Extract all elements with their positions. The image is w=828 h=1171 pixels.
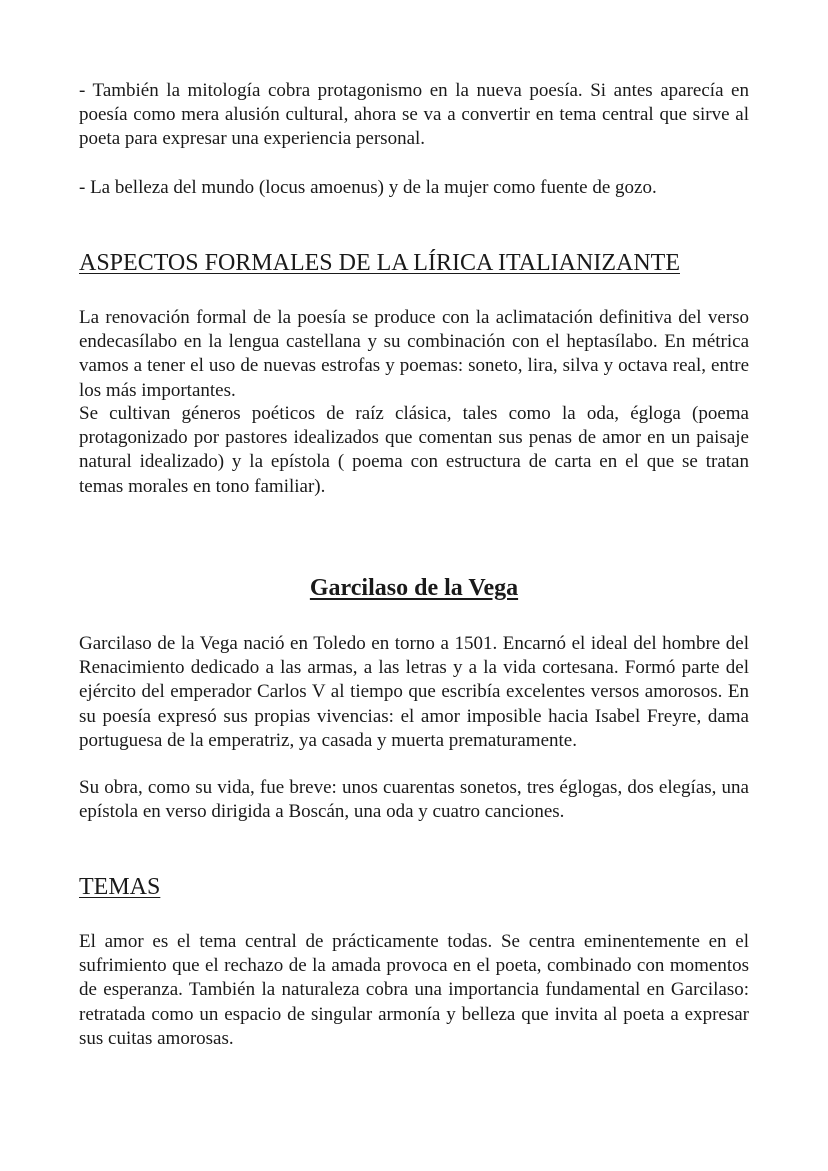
temas-heading: TEMAS: [79, 874, 161, 900]
belleza-paragraph: - La belleza del mundo (locus amoenus) y de la mujer como fuente de gozo.: [79, 177, 657, 198]
aspectos-paragraph-1: La renovación formal de la poesía se produce con la aclimatación definitiva del verso endecasílabo en la lengua castellana y su combinación con el heptasílabo. En métrica vamos a tener el uso de nuevas estrofas y poemas: soneto, lira, silva y octava real, entre los más importantes.: [79, 307, 749, 401]
aspectos-paragraph-2: Se cultivan géneros poéticos de raíz clásica, tales como la oda, égloga (poema protagonizado por pastores idealizados que comentan sus penas de amor en un paisaje natural idealizado) y la epístola ( poema con estructura de carta en el que se tratan temas morales en tono familiar).: [79, 403, 749, 497]
temas-paragraph: El amor es el tema central de prácticamente todas. Se centra eminentemente en el sufrimiento que el rechazo de la amada provoca en el poeta, combinado con momentos de esperanza. También la naturaleza cobra una importancia fundamental en Garcilaso: retratada como un espacio de singular armonía y belleza que invita al poeta a expresar sus cuitas amorosas.: [79, 931, 749, 1049]
aspectos-formales-heading: ASPECTOS FORMALES DE LA LÍRICA ITALIANIZANTE: [79, 250, 680, 276]
garcilaso-heading: Garcilaso de la Vega: [309, 575, 519, 601]
garcilaso-paragraph-1: Garcilaso de la Vega nació en Toledo en torno a 1501. Encarnó el ideal del hombre del Renacimiento dedicado a las armas, a las letras y a la vida cortesana. Formó parte del ejército del emperador Carlos V al tiempo que escribía excelentes versos amorosos. En su poesía expresó sus propias vivencias: el amor imposible hacia Isabel Freyre, dama portuguesa de la emperatriz, ya casada y muerta prematuramente.: [79, 633, 749, 751]
garcilaso-paragraph-2: Su obra, como su vida, fue breve: unos cuarentas sonetos, tres églogas, dos elegías, una epístola en verso dirigida a Boscán, una oda y cuatro canciones.: [79, 777, 749, 823]
mitologia-paragraph: - También la mitología cobra protagonismo en la nueva poesía. Si antes aparecía en poesía como mera alusión cultural, ahora se va a convertir en tema central que sirve al poeta para expresar una experiencia personal.: [79, 80, 749, 150]
